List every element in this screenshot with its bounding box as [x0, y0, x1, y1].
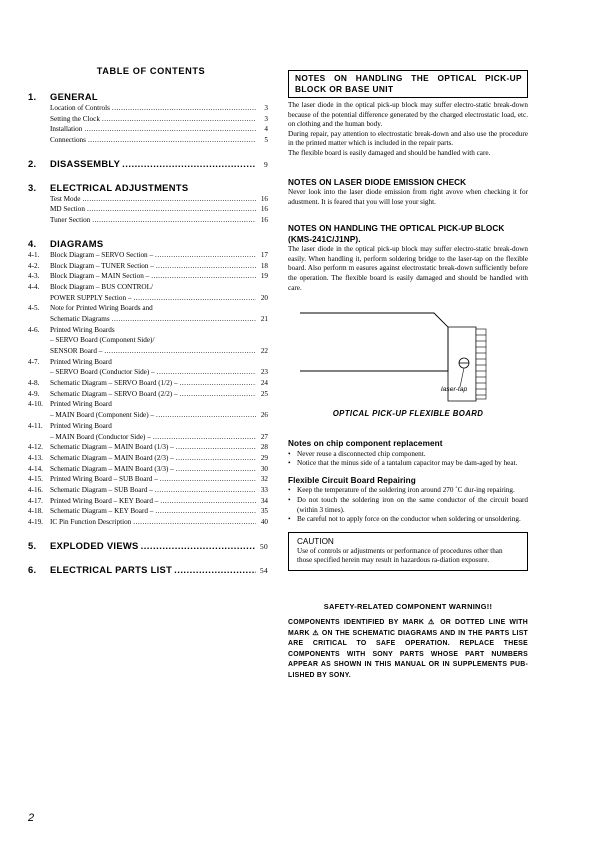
bullet-icon: • — [288, 449, 291, 458]
section-page-number: 9 — [264, 159, 268, 169]
optical-notes-para-2: During repair, pay attention to electrostatic break-down and also use the procedure in the printed matter which is included in the repair parts. — [288, 129, 528, 148]
entry-page-number: 33 — [260, 485, 268, 494]
entry-page-number: 17 — [260, 250, 268, 259]
toc-section — [28, 91, 268, 146]
safety-warning — [288, 602, 528, 682]
entry-number: 4-12. — [28, 443, 43, 452]
toc-entry[interactable] — [28, 135, 268, 146]
entry-title: Tuner Section — [50, 216, 91, 225]
entry-page-number: 22 — [260, 347, 268, 355]
toc-title: TABLE OF CONTENTS — [96, 66, 206, 76]
entry-page-number: 16 — [260, 205, 268, 214]
toc-entry[interactable] — [28, 194, 268, 205]
entry-title: Schematic Diagram – MAIN Board (1/3) – — [50, 443, 174, 452]
dot-leader — [153, 432, 256, 443]
entry-number: 4-8. — [28, 379, 40, 388]
entry-page-number: 16 — [260, 194, 268, 203]
dot-leader — [151, 271, 256, 282]
toc-entry[interactable] — [28, 506, 268, 517]
toc-entry[interactable] — [28, 282, 268, 293]
dot-leader — [174, 564, 256, 576]
section-title: ELECTRICAL ADJUSTMENTS — [50, 181, 189, 193]
section-number: 6. — [28, 563, 37, 575]
entry-page-number: 16 — [260, 216, 268, 225]
toc-entry[interactable] — [28, 335, 268, 346]
toc-entry[interactable] — [28, 517, 268, 528]
caution-box — [288, 532, 528, 571]
optical-notes-body — [288, 101, 528, 159]
toc-entry[interactable] — [28, 496, 268, 507]
entry-page-number: 40 — [260, 518, 268, 526]
entry-page-number: 3 — [264, 114, 268, 123]
entry-title: SENSOR Board – — [50, 347, 103, 355]
dot-leader — [180, 389, 256, 400]
figure-caption: OPTICAL PICK-UP FLEXIBLE BOARD — [332, 409, 484, 419]
dot-leader — [176, 464, 256, 475]
entry-title: Schematic Diagram – MAIN Board (2/3) – — [50, 453, 174, 462]
entry-number: 4-13. — [28, 453, 43, 462]
entry-number: 4-16. — [28, 485, 43, 494]
toc-section-heading[interactable] — [28, 182, 268, 194]
toc-section-heading[interactable] — [28, 564, 268, 576]
dot-leader — [180, 378, 256, 389]
bullet-icon: • — [288, 515, 291, 524]
dot-leader — [176, 442, 256, 453]
entry-number: 4-10. — [28, 400, 43, 409]
entry-title: Setting the Clock — [50, 114, 100, 123]
entry-page-number: 25 — [260, 389, 268, 398]
toc-entry[interactable] — [28, 261, 268, 272]
dot-leader — [155, 506, 256, 517]
entry-page-number: 24 — [260, 379, 268, 388]
toc-entry[interactable] — [28, 432, 268, 443]
dot-leader — [160, 496, 256, 507]
section-title: GENERAL — [50, 91, 98, 102]
entry-title: Schematic Diagram – SERVO Board (1/2) – — [50, 379, 178, 388]
caution-text: Use of controls or adjustments or performance of procedures other than those specified herein may result in hazardous ra-diation exposure. — [297, 546, 503, 565]
entry-title: Schematic Diagram – KEY Board – — [50, 507, 154, 516]
toc-entry[interactable] — [28, 114, 268, 125]
entry-title: Schematic Diagram – SUB Board – — [50, 485, 153, 494]
toc-section-heading[interactable] — [28, 238, 268, 250]
optical-notes-para-3: The flexible board is easily damaged and should be handled with care. — [288, 148, 491, 157]
section-number: 4. — [28, 237, 37, 249]
section-number: 2. — [28, 157, 37, 169]
entry-page-number: 26 — [260, 411, 268, 420]
entry-title: – SERVO Board (Component Side)/ — [50, 336, 155, 345]
entry-page-number: 4 — [264, 125, 268, 134]
entry-title: Block Diagram – TUNER Section – — [50, 261, 154, 270]
section-page-number: 50 — [260, 541, 268, 551]
entry-number: 4-9. — [28, 389, 40, 398]
flex-repair-item: • Keep the temperature of the soldering iron around 270 ˚C dur-ing repairing. — [288, 486, 515, 495]
table-of-contents — [28, 66, 268, 588]
dot-leader — [112, 103, 256, 114]
entry-page-number: 35 — [260, 507, 268, 516]
dot-leader — [102, 114, 256, 125]
dot-leader — [155, 250, 256, 261]
entry-title: Location of Controls — [50, 104, 110, 112]
entry-number: 4-19. — [28, 518, 43, 526]
dot-leader — [156, 261, 256, 272]
toc-entry[interactable] — [28, 442, 268, 453]
entry-page-number: 32 — [260, 475, 268, 484]
dot-leader — [156, 410, 256, 421]
entry-title: Printed Wiring Board — [50, 400, 112, 409]
toc-entry[interactable] — [28, 367, 268, 378]
entry-title: – MAIN Board (Conductor Side) – — [50, 432, 151, 441]
flex-repair-item: • Do not touch the soldering iron on the same conductor of the circuit board (within 3 times). — [288, 496, 528, 514]
entry-page-number: 20 — [260, 293, 268, 302]
toc-entry[interactable] — [28, 389, 268, 400]
entry-number: 4-6. — [28, 325, 40, 334]
section-number: 5. — [28, 539, 37, 551]
toc-entry[interactable] — [28, 303, 268, 314]
pickup-block-text: The laser diode in the optical pick-up block may suffer electro-static break-down easily. When handling it, perform soldering bridge to the laser-tap on the flexible board. Also perform m easures against electrostatic break-down sufficiently before the operation. The flexible board is easily damaged and should be handled with care. — [288, 245, 528, 292]
entry-number: 4-7. — [28, 357, 40, 366]
right-column — [288, 70, 528, 682]
entry-title: – SERVO Board (Conductor Side) – — [50, 368, 155, 377]
toc-section — [28, 540, 268, 552]
laser-tap-label: laser-tap — [441, 386, 468, 394]
section-number: 3. — [28, 181, 37, 193]
entry-page-number: 30 — [260, 464, 268, 473]
optical-notes-heading: NOTES ON HANDLING THE OPTICAL PICK-UP BLOCK OR BASE UNIT — [288, 70, 528, 98]
safety-title: SAFETY-RELATED COMPONENT WARNING!! — [323, 601, 493, 611]
section-title: DIAGRAMS — [50, 237, 104, 249]
flex-repair-item: • Be careful not to apply force on the conductor when soldering or unsoldering. — [288, 515, 521, 524]
dot-leader — [88, 135, 256, 146]
toc-entry[interactable] — [28, 421, 268, 432]
entry-title: Installation — [50, 125, 83, 134]
toc-entry[interactable] — [28, 124, 268, 135]
dot-leader — [160, 474, 256, 485]
toc-section — [28, 238, 268, 528]
toc-entry[interactable] — [28, 204, 268, 215]
pickup-block-heading: NOTES ON HANDLING THE OPTICAL PICK-UP BLOCK (KMS-241C/J1NP). — [288, 224, 505, 244]
toc-entry[interactable] — [28, 346, 268, 357]
section-title: ELECTRICAL PARTS LIST — [50, 563, 173, 575]
entry-page-number: 34 — [260, 496, 268, 505]
section-title: DISASSEMBLY — [50, 157, 121, 169]
dot-leader — [112, 314, 256, 325]
toc-entry[interactable] — [28, 464, 268, 475]
dot-leader — [176, 453, 256, 464]
entry-title: Block Diagram – BUS CONTROL/ — [50, 282, 154, 291]
toc-entry[interactable] — [28, 103, 268, 114]
toc-entry[interactable] — [28, 271, 268, 282]
pickup-block-section — [288, 224, 528, 293]
entry-page-number: 27 — [260, 432, 268, 441]
entry-page-number: 29 — [260, 453, 268, 462]
entry-page-number: 5 — [264, 136, 268, 145]
entry-number: 4-18. — [28, 507, 43, 516]
entry-page-number: 18 — [260, 261, 268, 270]
flexible-board-figure — [288, 303, 528, 425]
toc-entry[interactable] — [28, 215, 268, 226]
optical-notes-para-1: The laser diode in the optical pick-up block may suffer electro-static break-down because of the potential difference generated by the charged electrostatic load, etc. on clothing and the human body. — [288, 101, 528, 129]
dot-leader — [92, 215, 256, 226]
entry-number: 4-3. — [28, 272, 40, 281]
flex-repair-section — [288, 476, 528, 525]
entry-title: POWER SUPPLY Section – — [50, 293, 132, 302]
toc-entry[interactable] — [28, 453, 268, 464]
toc-section-heading[interactable] — [28, 540, 268, 552]
entry-number: 4-1. — [28, 250, 40, 259]
page-number: 2 — [28, 812, 35, 824]
laser-check-text: Never look into the laser diode emission from right avove when checking it for adustment. It is feared that you will lose your sight. — [288, 188, 528, 206]
dot-leader — [133, 517, 256, 528]
entry-title: IC Pin Function Description — [50, 518, 132, 526]
toc-section-heading[interactable] — [28, 91, 268, 103]
toc-entry[interactable] — [28, 357, 268, 368]
dot-leader — [122, 158, 256, 170]
entry-number: 4-15. — [28, 475, 43, 484]
laser-check-section — [288, 178, 528, 208]
laser-check-heading: NOTES ON LASER DIODE EMISSION CHECK — [288, 177, 467, 187]
toc-entry[interactable] — [28, 378, 268, 389]
entry-title: Block Diagram – SERVO Section – — [50, 250, 154, 259]
entry-title: Printed Wiring Board – SUB Board – — [50, 475, 158, 484]
dot-leader — [104, 346, 256, 357]
entry-title: Schematic Diagrams — [50, 314, 110, 323]
chip-notes-section — [288, 439, 528, 469]
toc-entry[interactable] — [28, 314, 268, 325]
safety-text: COMPONENTS IDENTIFIED BY MARK ⚠ OR DOTTED LINE WITH MARK ⚠ ON THE SCHEMATIC DIAGRAMS AND IN THE PARTS LIST ARE CRITICAL TO SAFE OPERATION. REPLACE THESE COMPONENTS WITH SONY PARTS WHOSE PART NUMBERS APPEAR AS SHOWN IN THIS MANUAL OR IN SUPPLEMENTS PUB-LISHED BY SONY. — [288, 618, 528, 679]
toc-entry[interactable] — [28, 250, 268, 261]
bullet-icon: • — [288, 496, 291, 504]
dot-leader — [84, 124, 256, 135]
section-title: EXPLODED VIEWS — [50, 539, 139, 551]
entry-title: Printed Wiring Board – KEY Board – — [50, 496, 159, 505]
entry-page-number: 28 — [260, 443, 268, 452]
entry-title: Printed Wiring Boards — [50, 325, 115, 334]
dot-leader — [82, 194, 256, 205]
entry-number: 4-17. — [28, 496, 43, 505]
toc-section-heading[interactable] — [28, 158, 268, 170]
chip-notes-heading: Notes on chip component replacement — [288, 439, 443, 449]
bullet-icon: • — [288, 486, 291, 495]
toc-entry[interactable] — [28, 399, 268, 410]
entry-title: Schematic Diagram – MAIN Board (3/3) – — [50, 464, 174, 473]
entry-title: Printed Wiring Board — [50, 421, 112, 430]
entry-number: 4-2. — [28, 261, 40, 270]
entry-number: 4-14. — [28, 464, 43, 473]
chip-note-item: • Notice that the minus side of a tantalum capacitor may be dam-aged by heat. — [288, 459, 518, 468]
section-page-number: 54 — [260, 565, 268, 575]
dot-leader — [157, 367, 256, 378]
dot-leader — [133, 293, 256, 304]
dot-leader — [87, 204, 256, 215]
flex-repair-heading: Flexible Circuit Board Repairing — [288, 475, 416, 485]
toc-entry[interactable] — [28, 485, 268, 496]
entry-title: MD Section — [50, 205, 85, 214]
entry-page-number: 19 — [260, 272, 268, 281]
caution-title: CAUTION — [297, 536, 334, 546]
entry-number: 4-4. — [28, 282, 40, 291]
entry-title: Block Diagram – MAIN Section – — [50, 272, 150, 281]
entry-title: – MAIN Board (Component Side) – — [50, 411, 155, 420]
toc-section — [28, 564, 268, 576]
entry-title: Note for Printed Wiring Boards and — [50, 304, 153, 313]
entry-title: Printed Wiring Board — [50, 357, 112, 366]
entry-page-number: 21 — [260, 314, 268, 323]
entry-title: Schematic Diagram – SERVO Board (2/2) – — [50, 389, 178, 398]
toc-section — [28, 158, 268, 170]
toc-entry[interactable] — [28, 410, 268, 421]
dot-leader — [141, 540, 256, 552]
dot-leader — [155, 485, 256, 496]
toc-sections — [28, 91, 268, 576]
toc-entry[interactable] — [28, 293, 268, 304]
flexible-board-drawing — [288, 303, 528, 408]
toc-section — [28, 182, 268, 226]
entry-page-number: 23 — [260, 368, 268, 377]
entry-title: Test Mode — [50, 194, 81, 203]
chip-note-item: • Never reuse a disconnected chip component. — [288, 449, 426, 458]
entry-number: 4-5. — [28, 304, 40, 313]
toc-entry[interactable] — [28, 325, 268, 336]
entry-title: Connections — [50, 136, 86, 145]
bullet-icon: • — [288, 459, 291, 468]
entry-page-number: 3 — [264, 104, 268, 112]
toc-entry[interactable] — [28, 474, 268, 485]
section-number: 1. — [28, 91, 37, 102]
entry-number: 4-11. — [28, 421, 43, 430]
